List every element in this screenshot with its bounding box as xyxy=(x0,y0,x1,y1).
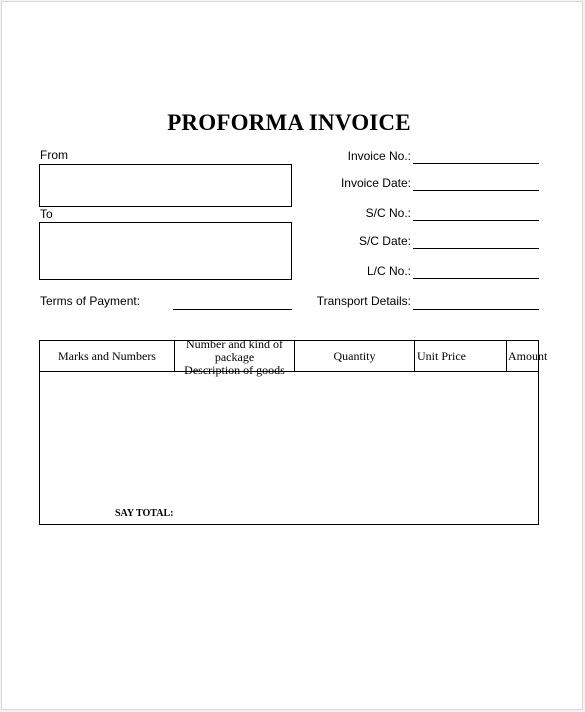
sc-no-field[interactable] xyxy=(413,220,539,221)
say-total-label: SAY TOTAL: xyxy=(115,508,174,519)
invoice-date-label: Invoice Date: xyxy=(340,176,411,190)
column-header-amount: Amount xyxy=(508,348,548,363)
lc-no-label: L/C No.: xyxy=(366,264,411,278)
sc-date-field[interactable] xyxy=(413,248,539,249)
column-header-marks-and-numbers: Marks and Numbers xyxy=(40,341,175,371)
invoice-date-field[interactable] xyxy=(413,190,539,191)
invoice-no-label: Invoice No.: xyxy=(347,149,411,163)
transport-details-field[interactable] xyxy=(413,309,539,310)
column-header-unit-price: Unit Price xyxy=(415,341,507,371)
column-header-package-description xyxy=(175,337,295,377)
table-header-row xyxy=(40,337,548,377)
from-label: From xyxy=(40,148,68,162)
column-header-package-line-1: Number and kind of xyxy=(186,337,283,351)
sc-no-label: S/C No.: xyxy=(365,206,411,220)
terms-of-payment-field[interactable] xyxy=(173,309,292,310)
column-header-quantity: Quantity xyxy=(295,341,415,371)
column-header-package-line-3: Description of goods xyxy=(184,363,285,377)
transport-details-label: Transport Details: xyxy=(316,294,411,308)
to-address-box[interactable] xyxy=(39,222,292,280)
terms-of-payment-label: Terms of Payment: xyxy=(40,294,141,308)
sc-date-label: S/C Date: xyxy=(358,234,411,248)
document-title: PROFORMA INVOICE xyxy=(167,110,411,135)
to-label: To xyxy=(40,207,53,221)
from-address-box[interactable] xyxy=(39,164,292,207)
invoice-page xyxy=(1,1,583,710)
column-header-package-line-2: package xyxy=(214,350,255,364)
lc-no-field[interactable] xyxy=(413,278,539,279)
goods-table xyxy=(39,337,548,525)
invoice-no-field[interactable] xyxy=(413,163,539,164)
